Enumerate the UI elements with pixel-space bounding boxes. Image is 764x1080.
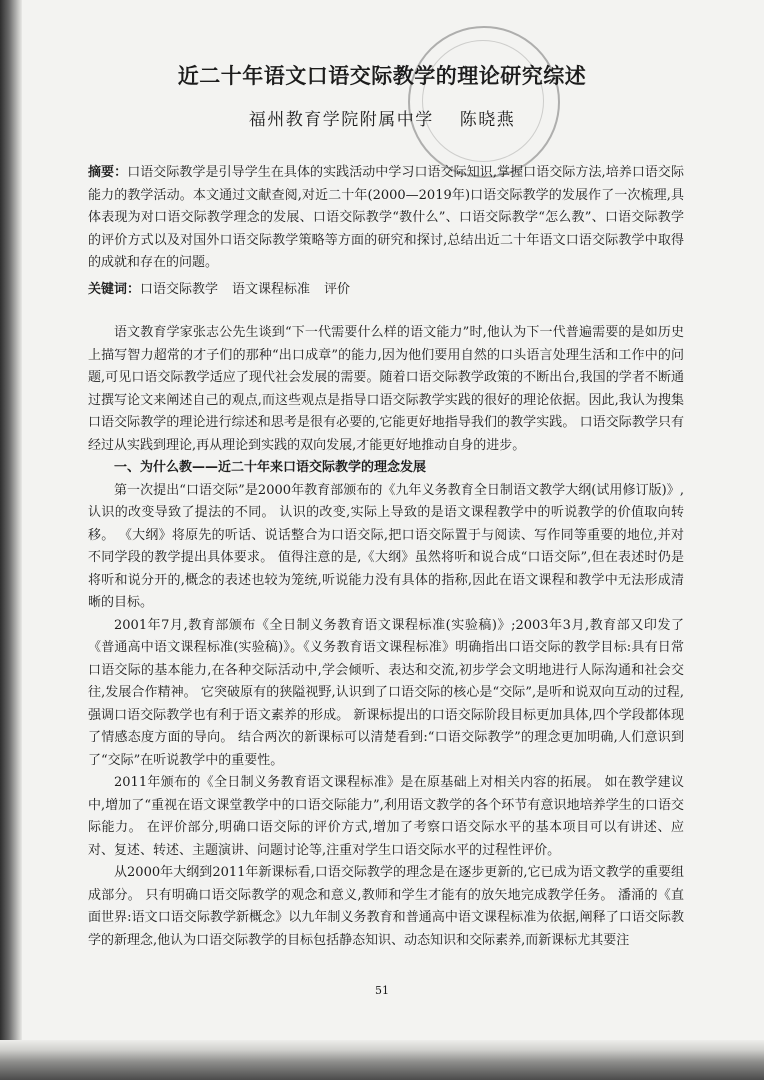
institution-seal-stamp xyxy=(408,26,560,178)
keyword: 口语交际教学 xyxy=(140,282,219,297)
body-text xyxy=(88,322,684,952)
keywords-label: 关键词： xyxy=(88,282,141,297)
intro-paragraph: 语文教育学家张志公先生谈到“下一代需要什么样的语文能力”时,他认为下一代普遍需要的是如历史上描写智力超常的才子们的那种“出口成章”的能力,因为他们要用自然的口头语言处理生活和工作中的问题,可见口语交际教学适应了现代社会发展的需要。随着口语交际教学政策的不断出台,我国的学者不断通过撰写论文来阐述自己的观点,而这些观点是指导口语交际教学实践的很好的理论依据。因此,我认为搜集口语交际教学的理论进行综述和思考是很有必要的,它能更好地指导我们的教学实践。 口语交际教学只有经过从实践到理论,再从理论到实践的双向发展,才能更好地推动自身的进步。 xyxy=(88,325,684,453)
author-affiliation: 福州教育学院附属中学 xyxy=(248,110,434,130)
paper-title: 近二十年语文口语交际教学的理论研究综述 xyxy=(177,64,587,88)
scan-shadow-left xyxy=(0,0,22,1080)
abstract xyxy=(88,162,684,275)
paragraph: 2001年7月,教育部颁布《全日制义务教育语文课程标准(实验稿)》;2003年3月,教育部又印发了《普通高中语文课程标准(实验稿)》。《义务教育语文课程标准》明确指出口语交际的教学目标:具有日常口语交际的基本能力,在各种交际活动中,学会倾听、表达和交流,初步学会文明地进行人际沟通和社会交往,发展合作精神。 它突破原有的狭隘视野,认识到了口语交际的核心是“交际”,是听和说双向互动的过程,强调口语交际教学也有利于语文素养的形成。 新课标提出的口语交际阶段目标更加具体,四个学段都体现了情感态度方面的导向。 结合两次的新课标可以清楚看到:“口语交际教学”的理念更加明确,人们意识到了“交际”在听说教学中的重要性。 xyxy=(88,617,684,768)
abstract-label: 摘要： xyxy=(88,165,128,180)
keywords xyxy=(88,279,684,302)
abstract-text: 口语交际教学是引导学生在具体的实践活动中学习口语交际知识,掌握口语交际方法,培养口语交际能力的教学活动。本文通过文献查阅,对近二十年(2000—2019年)口语交际教学的发展作了一次梳理,具体表现为对口语交际教学理念的发展、口语交际教学“教什么”、口语交际教学“怎么教”、口语交际教学的评价方式以及对国外口语交际教学策略等方面的研究和探讨,总结出近二十年语文口语交际教学中取得的成就和存在的问题。 xyxy=(88,165,684,270)
author-name: 陈晓燕 xyxy=(459,110,516,130)
paragraph: 2011年颁布的《全日制义务教育语文课程标准》是在原基础上对相关内容的拓展。 如在教学建议中,增加了“重视在语文课堂教学中的口语交际能力”,利用语文教学的各个环节有意识地培养学生的口语交际能力。 在评价部分,明确口语交际的评价方式,增加了考察口语交际水平的基本项目可以有讲述、应对、复述、转述、主题演讲、问题讨论等,注重对学生口语交际水平的过程性评价。 xyxy=(88,775,684,858)
section-heading: 一、为什么教——近二十年来口语交际教学的理念发展 xyxy=(114,460,427,475)
page-number: 51 xyxy=(375,984,389,997)
keyword: 评价 xyxy=(324,282,351,297)
keyword: 语文课程标准 xyxy=(232,282,311,297)
paragraph: 第一次提出“口语交际”是2000年教育部颁布的《九年义务教育全日制语文教学大纲(试用修订版)》,认识的改变导致了提法的不同。 认识的改变,实际上导致的是语文课程教学中的听说教学的价值取向转移。 《大纲》将原先的听话、说话整合为口语交际,把口语交际置于与阅读、写作同等重要的地位,并对不同学段的教学提出具体要求。 值得注意的是,《大纲》虽然将听和说合成“口语交际”,但在表述时仍是将听和说分开的,概念的表述也较为笼统,听说能力没有具体的指称,因此在语文课程和教学中无法形成清晰的目标。 xyxy=(88,482,684,610)
author-line xyxy=(0,105,764,130)
scan-shadow-bottom xyxy=(0,1040,764,1080)
paragraph: 从2000年大纲到2011年新课标看,口语交际教学的理念是在逐步更新的,它已成为语文教学的重要组成部分。 只有明确口语交际教学的观念和意义,教师和学生才能有的放矢地完成教学任务。 潘涌的《直面世界:语文口语交际教学新概念》以九年制义务教育和普通高中语文课程标准为依据,阐释了口语交际教学的新理念,他认为口语交际教学的目标包括静态知识、动态知识和交际素养,而新课标尤其要注 xyxy=(88,865,684,948)
